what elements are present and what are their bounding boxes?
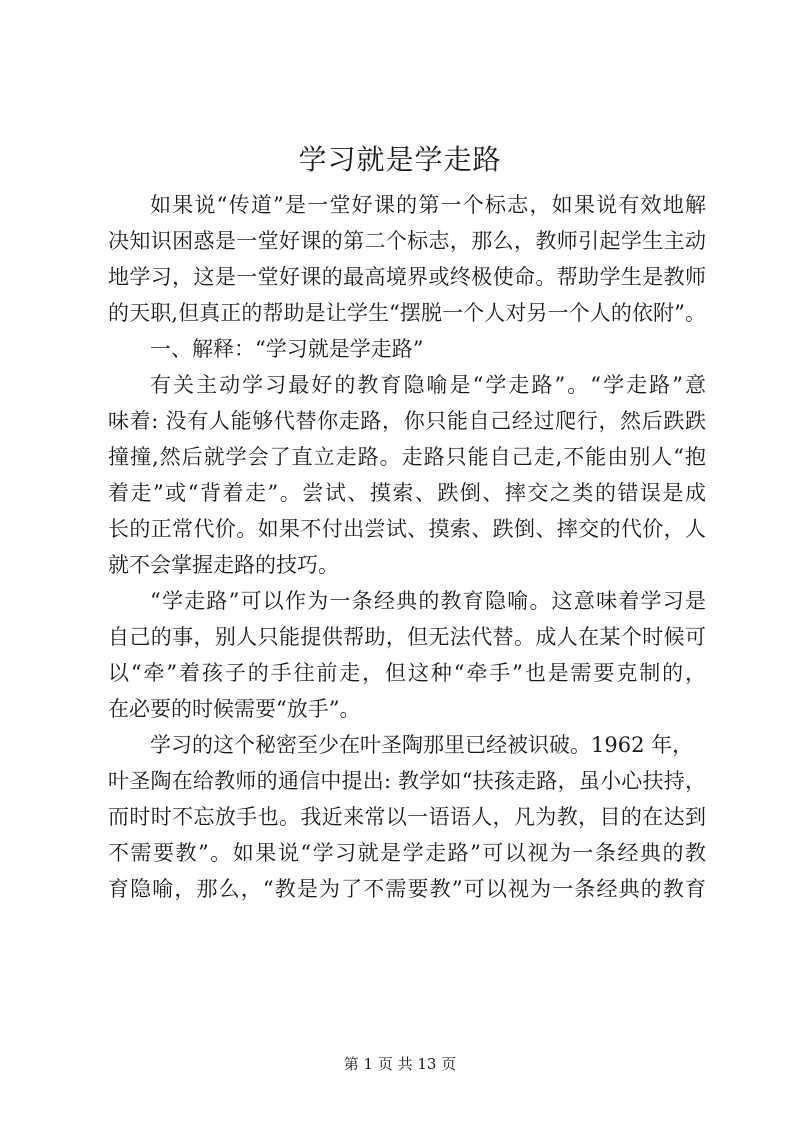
paragraph-line: 自己的事，别人只能提供帮助，但无法代替。成人在某个时候可 (108, 625, 706, 649)
paragraph-line: 着走”或“背着走”。尝试、摸索、跌倒、摔交之类的错误是成 (108, 481, 706, 505)
paragraph-line: 的天职,但真正的帮助是让学生“摆脱一个人对另一个人的依附”。 (108, 301, 706, 325)
paragraph-line: 味着: 没有人能够代替你走路，你只能自己经过爬行，然后跌跌 (108, 409, 706, 433)
paragraph-line: 不需要教”。如果说“学习就是学走路”可以视为一条经典的教 (108, 841, 706, 865)
document-title: 学习就是学走路 (298, 143, 502, 176)
paragraph-line: 叶圣陶在给教师的通信中提出: 教学如“扶孩走路，虽小心扶持， (108, 769, 706, 793)
paragraph-line: 长的正常代价。如果不付出尝试、摸索、跌倒、摔交的代价，人 (108, 517, 706, 541)
paragraph-line: 学习的这个秘密至少在叶圣陶那里已经被识破。1962 年， (150, 733, 694, 757)
paragraph-line: 育隐喻，那么，“教是为了不需要教”可以视为一条经典的教育 (108, 877, 706, 901)
paragraph-line: 在必要的时候需要“放手”。 (108, 697, 361, 721)
paragraph-line: 决知识困惑是一堂好课的第二个标志，那么，教师引起学生主动 (108, 229, 706, 253)
paragraph-line: 撞撞,然后就学会了直立走路。走路只能自己走,不能由别人“抱 (108, 445, 706, 469)
paragraph-line: 而时时不忘放手也。我近来常以一语语人，凡为教，目的在达到 (108, 805, 706, 829)
paragraph-line: 就不会掌握走路的技巧。 (108, 553, 339, 577)
paragraph-line: 有关主动学习最好的教育隐喻是“学走路”。“学走路”意 (150, 373, 706, 397)
paragraph-line: 以“牵”着孩子的手往前走，但这种“牵手”也是需要克制的， (108, 661, 706, 685)
paragraph-line: “学走路”可以作为一条经典的教育隐喻。这意味着学习是 (150, 589, 706, 613)
document-body (108, 187, 706, 907)
section-heading: 一、解释：“学习就是学走路” (150, 337, 424, 361)
paragraph-line: 如果说“传道”是一堂好课的第一个标志，如果说有效地解 (150, 193, 706, 217)
paragraph-line: 地学习，这是一堂好课的最高境界或终极使命。帮助学生是教师 (108, 265, 706, 289)
page-number-footer: 第 1 页 共 13 页 (343, 1055, 457, 1073)
